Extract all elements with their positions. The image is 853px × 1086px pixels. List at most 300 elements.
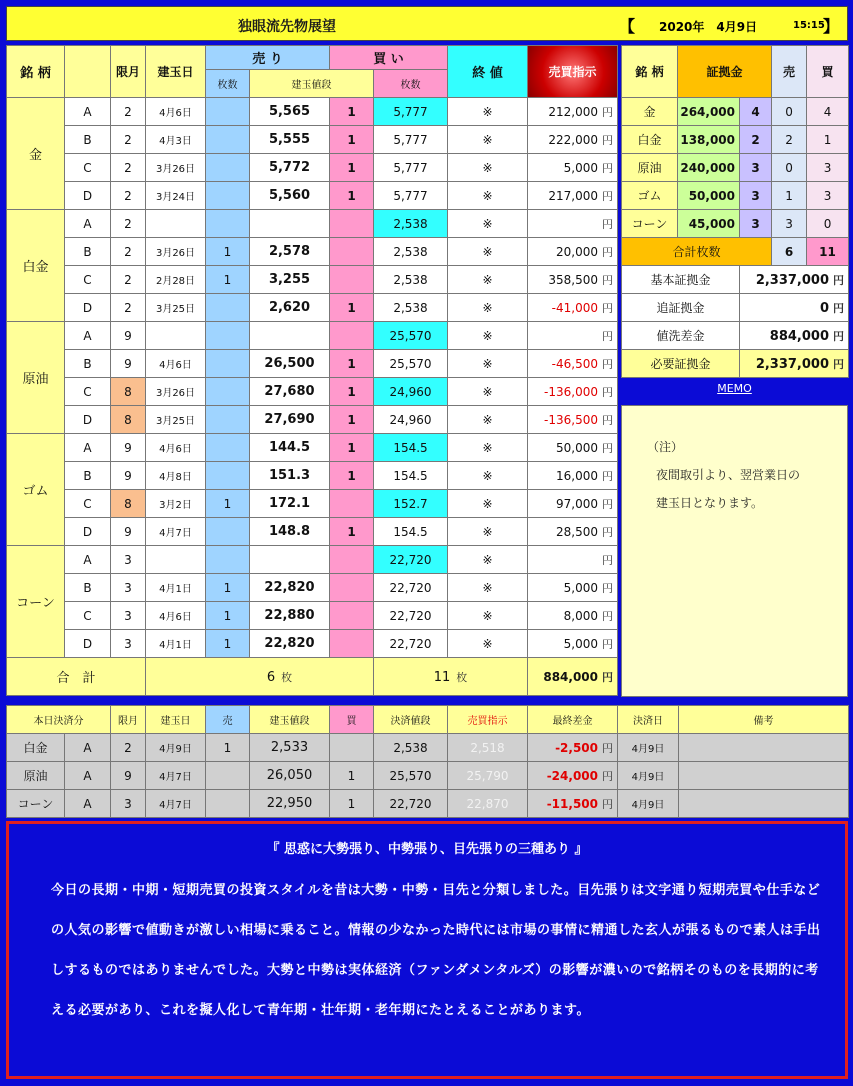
col-uri-maisu: 枚数 <box>206 70 250 98</box>
month-cell: 3 <box>111 602 146 630</box>
settle-month: 2 <box>111 734 146 762</box>
position-row <box>7 406 618 434</box>
entry-price: 5,565 <box>250 98 330 126</box>
pnl-cell <box>528 406 618 434</box>
date-cell <box>146 546 206 574</box>
contract-label: C <box>65 602 111 630</box>
position-row <box>7 322 618 350</box>
pnl-value: 8,000 <box>563 608 598 623</box>
pnl-cell <box>528 602 618 630</box>
month-cell: 3 <box>111 574 146 602</box>
summary-number: 2,337,000 <box>755 356 830 372</box>
date-cell <box>146 322 206 350</box>
yen-unit: 円 <box>602 797 613 811</box>
pnl-cell <box>528 266 618 294</box>
col-kai-maisu: 枚数 <box>374 70 448 98</box>
pnl-cell <box>528 490 618 518</box>
sell-count: 1 <box>206 490 250 518</box>
position-row <box>7 574 618 602</box>
contract-label: A <box>65 434 111 462</box>
settle-month: 9 <box>111 762 146 790</box>
sell-count <box>206 126 250 154</box>
time: 15:15 <box>793 20 825 31</box>
close-price: 2,538 <box>374 294 448 322</box>
contract-label: C <box>65 378 111 406</box>
position-row <box>7 378 618 406</box>
buy-count <box>330 322 374 350</box>
close-price: 25,570 <box>374 350 448 378</box>
month-cell: 9 <box>111 434 146 462</box>
col-tategyokubi: 建玉日 <box>146 46 206 98</box>
total-buy <box>374 658 528 696</box>
close-price: 22,720 <box>374 630 448 658</box>
entry-price: 2,620 <box>250 294 330 322</box>
margin-buy: 3 <box>807 182 849 210</box>
settle-pnl <box>528 762 618 790</box>
month-cell: 3 <box>111 546 146 574</box>
memo-line: （注） <box>647 440 684 454</box>
yen-unit: 円 <box>602 161 613 175</box>
margin-sell: 0 <box>772 154 807 182</box>
buy-count <box>330 546 374 574</box>
sell-count <box>206 98 250 126</box>
settle-entry: 26,050 <box>250 762 330 790</box>
position-row <box>7 294 618 322</box>
sell-count: 1 <box>206 574 250 602</box>
entry-price: 22,880 <box>250 602 330 630</box>
margin-amount: 264,000 <box>678 98 740 126</box>
close-price: 25,570 <box>374 322 448 350</box>
yen-unit: 円 <box>602 769 613 783</box>
pnl-value: 5,000 <box>563 160 598 175</box>
pnl-cell <box>528 98 618 126</box>
settle-sell <box>206 790 250 818</box>
settle-buy <box>330 734 374 762</box>
signal-mark: ※ <box>448 602 528 630</box>
yen-unit: 円 <box>602 497 613 511</box>
buy-count: 1 <box>330 294 374 322</box>
close-price: 154.5 <box>374 518 448 546</box>
month-cell: 2 <box>111 182 146 210</box>
margin-col-shokokin: 証拠金 <box>678 46 772 98</box>
col-gengetsu: 限月 <box>111 46 146 98</box>
position-row <box>7 126 618 154</box>
signal-mark: ※ <box>448 182 528 210</box>
yen-unit: 円 <box>833 301 845 315</box>
pnl-cell <box>528 546 618 574</box>
yen-unit: 円 <box>602 301 613 315</box>
page-title: 独眼流先物展望 <box>238 19 336 35</box>
sell-count <box>206 182 250 210</box>
settle-sell <box>206 762 250 790</box>
contract-label: A <box>65 322 111 350</box>
settle-name: 白金 <box>7 734 65 762</box>
month-cell: 2 <box>111 294 146 322</box>
month-cell: 8 <box>111 490 146 518</box>
position-row <box>7 210 618 238</box>
signal-mark: ※ <box>448 350 528 378</box>
signal-mark: ※ <box>448 518 528 546</box>
date-cell: 4月3日 <box>146 126 206 154</box>
contract-label: B <box>65 238 111 266</box>
memo-line: 建玉日となります。 <box>656 496 764 510</box>
settle-row <box>7 734 849 762</box>
buy-count: 1 <box>330 462 374 490</box>
memo-line: 夜間取引より、翌営業日の <box>656 468 801 482</box>
settle-col-3: 売 <box>206 706 250 734</box>
position-row <box>7 546 618 574</box>
summary-value <box>740 322 849 350</box>
total-sell <box>146 658 374 696</box>
position-row <box>7 630 618 658</box>
column-title: 『 思惑に大勢張り、中勢張り、目先張りの三種あり 』 <box>266 842 588 857</box>
col-baibai: 売買指示 <box>528 46 618 98</box>
signal-mark: ※ <box>448 406 528 434</box>
entry-price: 27,680 <box>250 378 330 406</box>
pnl-cell <box>528 518 618 546</box>
signal-mark: ※ <box>448 630 528 658</box>
pnl-value: 5,000 <box>563 636 598 651</box>
buy-count <box>330 238 374 266</box>
margin-sell: 1 <box>772 182 807 210</box>
buy-count: 1 <box>330 406 374 434</box>
sell-count <box>206 546 250 574</box>
pnl-value: -136,500 <box>544 412 598 427</box>
month-cell: 2 <box>111 266 146 294</box>
position-row <box>7 266 618 294</box>
margin-row <box>622 210 849 238</box>
month-cell: 2 <box>111 126 146 154</box>
close-price: 5,777 <box>374 98 448 126</box>
sell-count: 1 <box>206 266 250 294</box>
memo-link[interactable]: MEMO <box>717 382 752 395</box>
margin-buy: 3 <box>807 154 849 182</box>
settle-contract: A <box>65 734 111 762</box>
contract-label: B <box>65 350 111 378</box>
signal-mark: ※ <box>448 378 528 406</box>
pnl-value: 16,000 <box>556 468 598 483</box>
signal-mark: ※ <box>448 126 528 154</box>
margin-summary-row <box>622 350 849 378</box>
contract-label: A <box>65 546 111 574</box>
yen-unit: 円 <box>602 609 613 623</box>
settle-col-5: 買 <box>330 706 374 734</box>
buy-count: 1 <box>330 126 374 154</box>
close-price: 2,538 <box>374 266 448 294</box>
settle-buy: 1 <box>330 790 374 818</box>
date-cell: 3月26日 <box>146 154 206 182</box>
buy-count: 1 <box>330 154 374 182</box>
date-cell: 3月26日 <box>146 378 206 406</box>
signal-mark: ※ <box>448 98 528 126</box>
sell-count <box>206 518 250 546</box>
pnl-cell <box>528 126 618 154</box>
position-row <box>7 238 618 266</box>
settle-col-10: 備考 <box>679 706 849 734</box>
yen-unit: 円 <box>602 245 613 259</box>
contract-label: D <box>65 518 111 546</box>
position-row <box>7 98 618 126</box>
settle-col-1: 限月 <box>111 706 146 734</box>
date-cell: 3月25日 <box>146 406 206 434</box>
margin-buy: 1 <box>807 126 849 154</box>
sell-count <box>206 434 250 462</box>
pnl-cell <box>528 350 618 378</box>
total-amount <box>528 658 618 696</box>
title-bar <box>6 6 848 41</box>
yen-unit: 円 <box>602 273 613 287</box>
yen-unit: 円 <box>602 553 613 567</box>
contract-label: B <box>65 126 111 154</box>
buy-count <box>330 210 374 238</box>
date-cell: 2月28日 <box>146 266 206 294</box>
sell-count <box>206 350 250 378</box>
position-row <box>7 462 618 490</box>
yen-unit: 円 <box>602 133 613 147</box>
pnl-value: -41,000 <box>551 300 598 315</box>
buy-count: 1 <box>330 378 374 406</box>
settle-col-8: 最終差金 <box>528 706 618 734</box>
margin-count: 4 <box>740 98 772 126</box>
summary-label: 追証拠金 <box>622 294 740 322</box>
month-cell: 2 <box>111 154 146 182</box>
month-cell: 9 <box>111 322 146 350</box>
buy-count: 1 <box>330 182 374 210</box>
month-cell: 9 <box>111 350 146 378</box>
settle-signal: 2,518 <box>448 734 528 762</box>
month-cell: 9 <box>111 462 146 490</box>
pnl-cell <box>528 434 618 462</box>
total-row <box>7 658 618 696</box>
settle-day: 4月9日 <box>618 734 679 762</box>
position-row <box>7 490 618 518</box>
margin-sell: 3 <box>772 210 807 238</box>
settle-note <box>679 762 849 790</box>
yen-unit: 円 <box>602 385 613 399</box>
sell-count: 1 <box>206 602 250 630</box>
pnl-value: 358,500 <box>548 272 598 287</box>
settle-col-2: 建玉日 <box>146 706 206 734</box>
close-price: 5,777 <box>374 182 448 210</box>
pnl-value: 222,000 <box>548 132 598 147</box>
margin-count: 3 <box>740 210 772 238</box>
summary-value <box>740 294 849 322</box>
close-price: 2,538 <box>374 238 448 266</box>
sell-count: 1 <box>206 630 250 658</box>
entry-price: 3,255 <box>250 266 330 294</box>
signal-mark: ※ <box>448 154 528 182</box>
margin-amount: 50,000 <box>678 182 740 210</box>
signal-mark: ※ <box>448 294 528 322</box>
margin-buy: 4 <box>807 98 849 126</box>
pnl-value: 217,000 <box>548 188 598 203</box>
settle-contract: A <box>65 790 111 818</box>
settle-price: 2,538 <box>374 734 448 762</box>
position-row <box>7 182 618 210</box>
entry-price: 27,690 <box>250 406 330 434</box>
settle-note <box>679 790 849 818</box>
signal-mark: ※ <box>448 434 528 462</box>
contract-label: D <box>65 294 111 322</box>
settle-pnl <box>528 790 618 818</box>
date-cell: 4月7日 <box>146 518 206 546</box>
sell-count <box>206 294 250 322</box>
margin-total-buy: 11 <box>807 238 849 266</box>
settle-month: 3 <box>111 790 146 818</box>
settle-day: 4月9日 <box>618 790 679 818</box>
position-row <box>7 154 618 182</box>
yen-unit: 円 <box>602 357 613 371</box>
settle-sell: 1 <box>206 734 250 762</box>
margin-summary-row <box>622 294 849 322</box>
margin-row <box>622 182 849 210</box>
col-kai: 買 い <box>330 46 448 70</box>
summary-number: 2,337,000 <box>755 272 830 288</box>
margin-table <box>621 45 849 378</box>
settle-entry: 2,533 <box>250 734 330 762</box>
settle-signal: 25,790 <box>448 762 528 790</box>
settle-date: 4月9日 <box>146 734 206 762</box>
close-price: 22,720 <box>374 546 448 574</box>
settle-col-9: 決済日 <box>618 706 679 734</box>
summary-label: 必要証拠金 <box>622 350 740 378</box>
contract-label: A <box>65 210 111 238</box>
col-blank <box>65 46 111 98</box>
entry-price <box>250 210 330 238</box>
pnl-value: -136,000 <box>544 384 598 399</box>
buy-count: 1 <box>330 434 374 462</box>
yen-unit: 円 <box>602 581 613 595</box>
margin-summary-row <box>622 266 849 294</box>
pnl-value: 50,000 <box>556 440 598 455</box>
buy-count: 1 <box>330 350 374 378</box>
unit: 枚 <box>456 670 468 684</box>
settle-pnl-value: -24,000 <box>546 768 598 783</box>
yen-unit: 円 <box>602 441 613 455</box>
date-cell: 3月25日 <box>146 294 206 322</box>
entry-price <box>250 322 330 350</box>
pnl-value: 97,000 <box>556 496 598 511</box>
date-cell: 4月1日 <box>146 574 206 602</box>
month-cell: 9 <box>111 518 146 546</box>
summary-value <box>740 266 849 294</box>
yen-unit: 円 <box>602 741 613 755</box>
pnl-cell <box>528 574 618 602</box>
margin-col-meigara: 銘 柄 <box>622 46 678 98</box>
total-amount-value: 884,000 <box>543 669 598 684</box>
settle-row <box>7 790 849 818</box>
settle-date: 4月7日 <box>146 790 206 818</box>
settle-col-6: 決済値段 <box>374 706 448 734</box>
contract-label: B <box>65 462 111 490</box>
date-cell: 4月8日 <box>146 462 206 490</box>
position-row <box>7 350 618 378</box>
month-cell: 2 <box>111 98 146 126</box>
summary-label: 値洗差金 <box>622 322 740 350</box>
margin-buy: 0 <box>807 210 849 238</box>
settle-col-0: 本日決済分 <box>7 706 111 734</box>
month-cell: 3 <box>111 630 146 658</box>
date-cell: 3月2日 <box>146 490 206 518</box>
settle-col-4: 建玉値段 <box>250 706 330 734</box>
margin-row <box>622 154 849 182</box>
pnl-cell <box>528 182 618 210</box>
contract-label: D <box>65 182 111 210</box>
position-row <box>7 602 618 630</box>
summary-value <box>740 350 849 378</box>
margin-name: 白金 <box>622 126 678 154</box>
positions-table <box>6 45 618 696</box>
margin-sell: 0 <box>772 98 807 126</box>
settlement-table <box>6 705 849 818</box>
margin-row <box>622 126 849 154</box>
pnl-value: 20,000 <box>556 244 598 259</box>
yen-unit: 円 <box>833 273 845 287</box>
column-body: 今日の長期・中期・短期売買の投資スタイルを昔は大勢・中勢・目先と分類しました。目先張りは文字通り短期売買や仕手などの人気の影響で値動きが激しい相場に乗ること。情報の少なかった時代には市場の事情に精通した玄人が張るもので素人は手出しするものではありませんでした。大勢と中勢は実体経済（ファンダメンタルズ）の影響が濃いので銘柄そのものを長期的に考える必要があり、これを擬人化して青年期・壮年期・老年期にたとえることがあります。 <box>51 883 821 1018</box>
date: 2020年 4月9日 <box>659 20 758 34</box>
settle-col-7: 売買指示 <box>448 706 528 734</box>
pnl-cell <box>528 378 618 406</box>
close-price: 2,538 <box>374 210 448 238</box>
margin-name: 原油 <box>622 154 678 182</box>
yen-unit: 円 <box>602 525 613 539</box>
signal-mark: ※ <box>448 210 528 238</box>
position-row <box>7 518 618 546</box>
pnl-cell <box>528 210 618 238</box>
position-row <box>7 434 618 462</box>
margin-row <box>622 98 849 126</box>
close-price: 152.7 <box>374 490 448 518</box>
unit: 枚 <box>281 670 293 684</box>
buy-count <box>330 630 374 658</box>
margin-count: 2 <box>740 126 772 154</box>
close-price: 24,960 <box>374 406 448 434</box>
date-cell: 4月6日 <box>146 602 206 630</box>
entry-price: 2,578 <box>250 238 330 266</box>
total-sell-value: 6 <box>266 669 276 685</box>
bracket-right: 】 <box>822 17 839 36</box>
close-price: 154.5 <box>374 462 448 490</box>
entry-price: 22,820 <box>250 574 330 602</box>
entry-price: 5,555 <box>250 126 330 154</box>
pnl-cell <box>528 238 618 266</box>
yen-unit: 円 <box>833 357 845 371</box>
sell-count <box>206 406 250 434</box>
pnl-value: -46,500 <box>551 356 598 371</box>
signal-mark: ※ <box>448 490 528 518</box>
month-cell: 8 <box>111 406 146 434</box>
margin-amount: 138,000 <box>678 126 740 154</box>
total-label: 合 計 <box>7 658 146 696</box>
yen-unit: 円 <box>833 329 845 343</box>
commodity-name: 原油 <box>7 322 65 434</box>
sell-count <box>206 378 250 406</box>
margin-amount: 45,000 <box>678 210 740 238</box>
close-price: 22,720 <box>374 574 448 602</box>
buy-count: 1 <box>330 98 374 126</box>
entry-price: 5,560 <box>250 182 330 210</box>
settle-price: 22,720 <box>374 790 448 818</box>
entry-price: 144.5 <box>250 434 330 462</box>
settle-pnl-value: -11,500 <box>546 796 598 811</box>
entry-price: 22,820 <box>250 630 330 658</box>
close-price: 5,777 <box>374 126 448 154</box>
margin-total-label: 合計枚数 <box>622 238 772 266</box>
entry-price <box>250 546 330 574</box>
col-uri: 売 り <box>206 46 330 70</box>
date-cell: 3月26日 <box>146 238 206 266</box>
close-price: 24,960 <box>374 378 448 406</box>
